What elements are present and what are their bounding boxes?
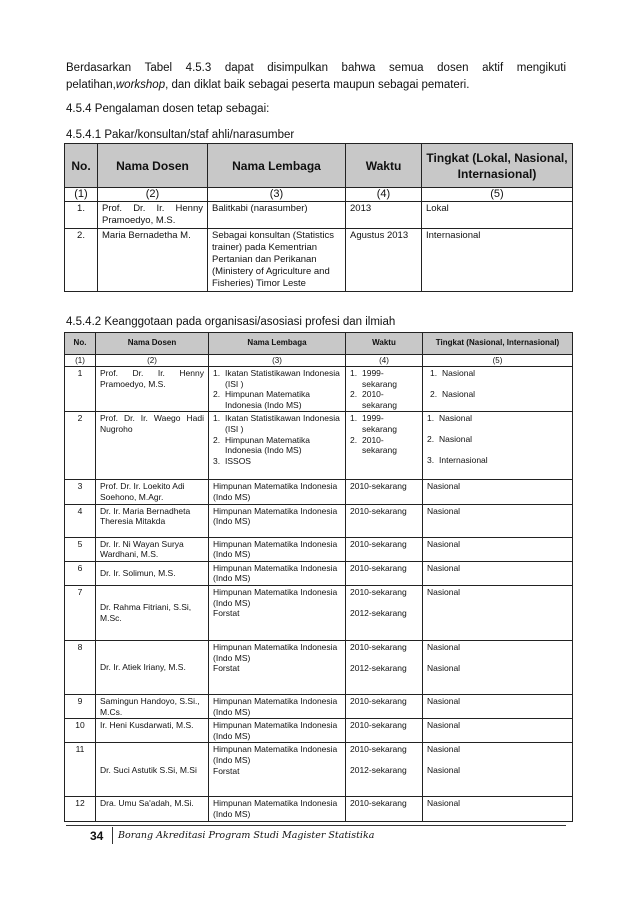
col-header-tingkat: Tingkat (Lokal, Nasional, Internasional) — [422, 144, 573, 188]
cell-nama: Dr. Rahma Fitriani, S.Si, M.Sc. — [96, 585, 209, 640]
cell-waktu: Agustus 2013 — [346, 229, 422, 292]
cell-nama: Ir. Heni Kusdarwati, M.S. — [96, 719, 209, 743]
cell-waktu — [346, 640, 423, 694]
cell-nama: Prof. Dr. Ir. Waego Hadi Nugroho — [96, 412, 209, 480]
lembaga-item: Himpunan Matematika Indonesia (Indo MS) — [213, 641, 338, 663]
table-row — [65, 537, 573, 561]
cell-no: 5 — [65, 537, 96, 561]
cell-lembaga: Himpunan Matematika Indonesia (Indo MS) — [209, 719, 346, 743]
tingkat-item: Nasional — [439, 433, 473, 444]
table-row — [65, 640, 573, 694]
cell-no: 4 — [65, 504, 96, 537]
col-number: (2) — [96, 355, 209, 367]
col-header-no: No. — [65, 144, 98, 188]
cell-no: 2. — [65, 229, 98, 292]
cell-nama: Maria Bernadetha M. — [98, 229, 208, 292]
cell-waktu: 2010-sekarang — [346, 480, 423, 504]
lembaga-item: Himpunan Matematika Indonesia (Indo MS) — [225, 434, 311, 456]
cell-no: 10 — [65, 719, 96, 743]
tingkat-item: Internasional — [439, 454, 488, 465]
cell-nama: Prof. Dr. Ir. Loekito Adi Soehono, M.Agr. — [96, 480, 209, 504]
cell-tingkat: 1. Nasional 2. Nasional — [423, 367, 573, 412]
lembaga-item: Ikatan Statistikawan Indonesia (ISI ) — [225, 368, 340, 389]
col-header-waktu: Waktu — [346, 144, 422, 188]
cell-waktu: 2010-sekarang — [346, 694, 423, 718]
table-row — [65, 202, 573, 229]
col-header-nama: Nama Dosen — [96, 333, 209, 355]
col-number: (3) — [209, 355, 346, 367]
lembaga-item: Forstat — [213, 765, 240, 776]
waktu-item: 2010-sekarang — [350, 744, 407, 755]
cell-waktu: 1. 1999-sekarang 2. 2010-sekarang — [346, 412, 423, 480]
table-row — [65, 797, 573, 821]
cell-waktu: 2010-sekarang — [346, 797, 423, 821]
cell-no: 9 — [65, 694, 96, 718]
table-expert-experience — [64, 143, 573, 292]
waktu-item: 1999-sekarang — [362, 368, 397, 389]
waktu-item: 2010-sekarang — [362, 389, 397, 410]
cell-lembaga: 1. Ikatan Statistikawan Indonesia (ISI ) 2. Himpunan Matematika Indonesia (Indo MS) 3. ISSOS — [209, 412, 346, 480]
table-row — [65, 719, 573, 743]
cell-tingkat: Lokal — [422, 202, 573, 229]
cell-nama: Dr. Ir. Maria Bernadheta Theresia Mitakda — [96, 504, 209, 537]
section-heading-4542: 4.5.4.2 Keanggotaan pada organisasi/asosiasi profesi dan ilmiah — [66, 316, 396, 328]
cell-no: 7 — [65, 585, 96, 640]
cell-no: 1 — [65, 367, 96, 412]
col-number: (5) — [422, 188, 573, 202]
cell-tingkat: Nasional — [423, 797, 573, 821]
tingkat-item: Nasional — [439, 413, 473, 424]
waktu-item: 2010-sekarang — [350, 586, 407, 597]
table-row — [65, 585, 573, 640]
cell-no: 3 — [65, 480, 96, 504]
col-number: (4) — [346, 355, 423, 367]
waktu-item: 2012-sekarang — [350, 662, 407, 673]
cell-nama: Prof. Dr. Ir. Henny Pramoedyo, M.S. — [96, 367, 209, 412]
col-number: (2) — [98, 188, 208, 202]
tingkat-item: Nasional — [442, 368, 476, 378]
cell-no: 1. — [65, 202, 98, 229]
intro-text-2: , dan diklat baik sebagai peserta maupun sebagai pemateri. — [165, 79, 470, 91]
cell-lembaga: Himpunan Matematika Indonesia (Indo MS) — [209, 561, 346, 585]
tingkat-item: Nasional — [427, 744, 461, 755]
col-header-lembaga: Nama Lembaga — [209, 333, 346, 355]
cell-nama: Dr. Ir. Atiek Iriany, M.S. — [96, 640, 209, 694]
intro-text-1: Berdasarkan Tabel 4.5.3 dapat disimpulkan bahwa semua dosen aktif mengikuti pelatihan, — [66, 62, 566, 91]
footer-divider — [112, 827, 113, 844]
cell-waktu: 2010-sekarang — [346, 537, 423, 561]
col-header-nama: Nama Dosen — [98, 144, 208, 188]
lembaga-item: Ikatan Statistikawan Indonesia (ISI ) — [225, 413, 340, 434]
cell-waktu — [346, 585, 423, 640]
col-number: (5) — [423, 355, 573, 367]
waktu-item: 2012-sekarang — [350, 764, 407, 775]
col-header-tingkat: Tingkat (Nasional, Internasional) — [423, 333, 573, 355]
waktu-item: 2010-sekarang — [362, 434, 397, 456]
table-row — [65, 561, 573, 585]
cell-tingkat: Nasional — [423, 585, 573, 640]
table-row — [65, 480, 573, 504]
section-heading-4541: 4.5.4.1 Pakar/konsultan/staf ahli/narasumber — [66, 129, 295, 141]
cell-tingkat — [423, 743, 573, 797]
cell-lembaga: Himpunan Matematika Indonesia (Indo MS) — [209, 504, 346, 537]
lembaga-item: Himpunan Matematika Indonesia (Indo MS) — [213, 744, 338, 765]
lembaga-item: Himpunan Matematika Indonesia (Indo MS) — [225, 389, 311, 410]
tingkat-item: Nasional — [442, 388, 476, 399]
intro-italic: workshop — [115, 79, 166, 91]
col-header-no: No. — [65, 333, 96, 355]
page-number: 34 — [90, 829, 104, 843]
cell-no: 8 — [65, 640, 96, 694]
col-header-lembaga: Nama Lembaga — [208, 144, 346, 188]
cell-lembaga: Himpunan Matematika Indonesia (Indo MS) — [209, 480, 346, 504]
cell-nama: Dr. Suci Astutik S.Si, M.Si — [96, 743, 209, 797]
tingkat-item: Nasional — [427, 662, 461, 673]
cell-lembaga — [209, 743, 346, 797]
lembaga-item: ISSOS — [225, 455, 251, 466]
cell-tingkat: Nasional — [423, 719, 573, 743]
lembaga-item: Forstat — [213, 663, 240, 674]
cell-lembaga: Balitkabi (narasumber) — [208, 202, 346, 229]
cell-lembaga — [209, 585, 346, 640]
cell-lembaga: Himpunan Matematika Indonesia (Indo MS) — [209, 694, 346, 718]
cell-nama: Dra. Umu Sa'adah, M.Si. — [96, 797, 209, 821]
cell-waktu: 1. 1999-sekarang 2. 2010-sekarang — [346, 367, 423, 412]
col-number: (1) — [65, 188, 98, 202]
cell-tingkat — [423, 640, 573, 694]
lembaga-item: Himpunan Matematika Indonesia (Indo MS) — [213, 586, 338, 608]
cell-waktu: 2010-sekarang — [346, 561, 423, 585]
cell-tingkat: Nasional — [423, 561, 573, 585]
cell-tingkat: Nasional — [423, 504, 573, 537]
cell-nama: Dr. Ir. Solimun, M.S. — [96, 561, 209, 585]
section-heading-454: 4.5.4 Pengalaman dosen tetap sebagai: — [66, 103, 270, 115]
cell-lembaga: Himpunan Matematika Indonesia (Indo MS) — [209, 797, 346, 821]
cell-tingkat: Nasional — [423, 537, 573, 561]
waktu-item: 1999-sekarang — [362, 413, 397, 434]
cell-no: 2 — [65, 412, 96, 480]
cell-tingkat: Nasional — [423, 694, 573, 718]
col-number: (1) — [65, 355, 96, 367]
cell-waktu — [346, 743, 423, 797]
cell-lembaga: Sebagai konsultan (Statistics trainer) pada Kementrian Pertanian dan Perikanan (Ministery of Agriculture and Fisheries) Timor Leste — [208, 229, 346, 292]
cell-tingkat: 1. Nasional 2. Nasional 3. Internasional — [423, 412, 573, 480]
cell-tingkat: Nasional — [423, 480, 573, 504]
tingkat-item: Nasional — [427, 764, 461, 775]
cell-waktu: 2013 — [346, 202, 422, 229]
table-memberships — [64, 332, 573, 822]
cell-no: 11 — [65, 743, 96, 797]
waktu-item: 2010-sekarang — [350, 641, 407, 652]
cell-nama: Prof. Dr. Ir. Henny Pramoedyo, M.S. — [98, 202, 208, 229]
cell-no: 12 — [65, 797, 96, 821]
cell-waktu: 2010-sekarang — [346, 719, 423, 743]
cell-lembaga — [209, 640, 346, 694]
col-number: (4) — [346, 188, 422, 202]
table-row — [65, 694, 573, 718]
cell-waktu: 2010-sekarang — [346, 504, 423, 537]
lembaga-item: Forstat — [213, 608, 240, 619]
tingkat-item: Nasional — [427, 641, 461, 652]
waktu-item: 2012-sekarang — [350, 607, 407, 618]
table-row — [65, 743, 573, 797]
intro-paragraph — [66, 60, 566, 94]
cell-lembaga: Himpunan Matematika Indonesia (Indo MS) — [209, 537, 346, 561]
table-row — [65, 367, 573, 412]
footer-title: Borang Akreditasi Program Studi Magister Statistika — [118, 830, 375, 841]
page-footer — [66, 825, 566, 846]
col-number: (3) — [208, 188, 346, 202]
cell-tingkat: Internasional — [422, 229, 573, 292]
table-row — [65, 504, 573, 537]
table-row — [65, 229, 573, 292]
cell-nama: Dr. Ir. Ni Wayan Surya Wardhani, M.S. — [96, 537, 209, 561]
cell-no: 6 — [65, 561, 96, 585]
cell-nama: Samingun Handoyo, S.Si., M.Cs. — [96, 694, 209, 718]
col-header-waktu: Waktu — [346, 333, 423, 355]
cell-lembaga: 1. Ikatan Statistikawan Indonesia (ISI ) 2. Himpunan Matematika Indonesia (Indo MS) — [209, 367, 346, 412]
table-row — [65, 412, 573, 480]
